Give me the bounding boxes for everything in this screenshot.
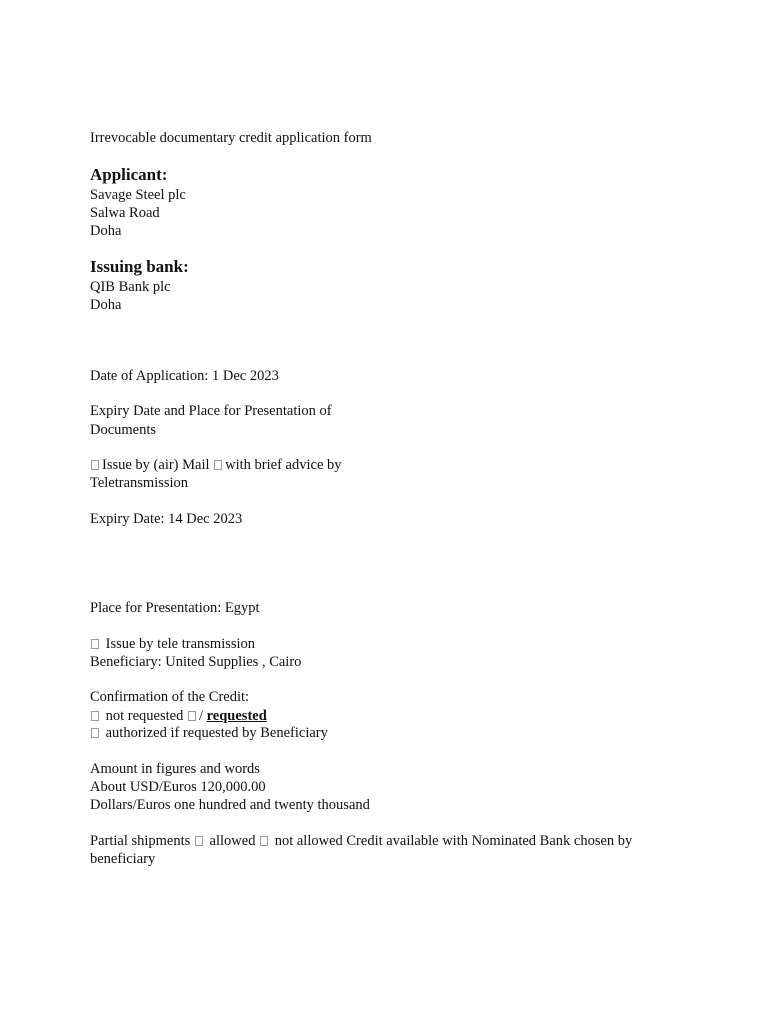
brief-advice-label: with brief advice by <box>225 457 342 473</box>
amount-heading: Amount in figures and words <box>90 761 260 777</box>
not-requested-label: not requested <box>105 708 184 724</box>
applicant-heading: Applicant: <box>90 165 168 184</box>
date-of-application: Date of Application: 1 Dec 2023 <box>90 368 279 384</box>
expiry-place-heading-cont: Documents <box>90 422 157 438</box>
checkbox-icon[interactable] <box>260 836 268 846</box>
checkbox-icon[interactable] <box>188 711 196 721</box>
partial-shipments-label: Partial shipments <box>90 833 191 849</box>
authorized-label: authorized if requested by Beneficiary <box>105 725 328 741</box>
confirmation-heading: Confirmation of the Credit: <box>90 689 250 705</box>
place-for-presentation: Place for Presentation: Egypt <box>90 600 260 616</box>
beneficiary: Beneficiary: United Supplies , Cairo <box>90 654 302 670</box>
issue-tele-line <box>90 635 255 653</box>
checkbox-icon[interactable] <box>91 460 99 470</box>
applicant-line: Salwa Road <box>90 205 160 221</box>
amount-figures: About USD/Euros 120,000.00 <box>90 779 266 795</box>
checkbox-icon[interactable] <box>91 711 99 721</box>
issue-mail-label: Issue by (air) Mail <box>102 457 210 473</box>
authorized-line <box>90 724 328 742</box>
issuing-bank-line: QIB Bank plc <box>90 279 171 295</box>
issue-tele-label: Issue by tele transmission <box>105 636 256 652</box>
slash-separator: / <box>198 708 203 724</box>
issuing-bank-heading: Issuing bank: <box>90 257 189 276</box>
allowed-label: allowed <box>209 833 256 849</box>
requested-label: requested <box>206 708 267 724</box>
confirmation-options <box>90 707 267 725</box>
applicant-line: Doha <box>90 223 122 239</box>
checkbox-icon[interactable] <box>195 836 203 846</box>
issue-mail-line-cont: Teletransmission <box>90 475 189 491</box>
checkbox-icon[interactable] <box>91 728 99 738</box>
form-title: Irrevocable documentary credit application form <box>90 130 372 146</box>
checkbox-icon[interactable] <box>214 460 222 470</box>
expiry-place-heading: Expiry Date and Place for Presentation of <box>90 403 332 419</box>
not-allowed-label: not allowed Credit available with Nominated Bank chosen by beneficiary <box>90 833 633 867</box>
checkbox-icon[interactable] <box>91 639 99 649</box>
expiry-date: Expiry Date: 14 Dec 2023 <box>90 511 243 527</box>
partial-shipments-line <box>90 832 680 868</box>
amount-words: Dollars/Euros one hundred and twenty thousand <box>90 797 370 813</box>
issue-mail-line <box>90 456 342 474</box>
applicant-line: Savage Steel plc <box>90 187 186 203</box>
issuing-bank-line: Doha <box>90 297 122 313</box>
